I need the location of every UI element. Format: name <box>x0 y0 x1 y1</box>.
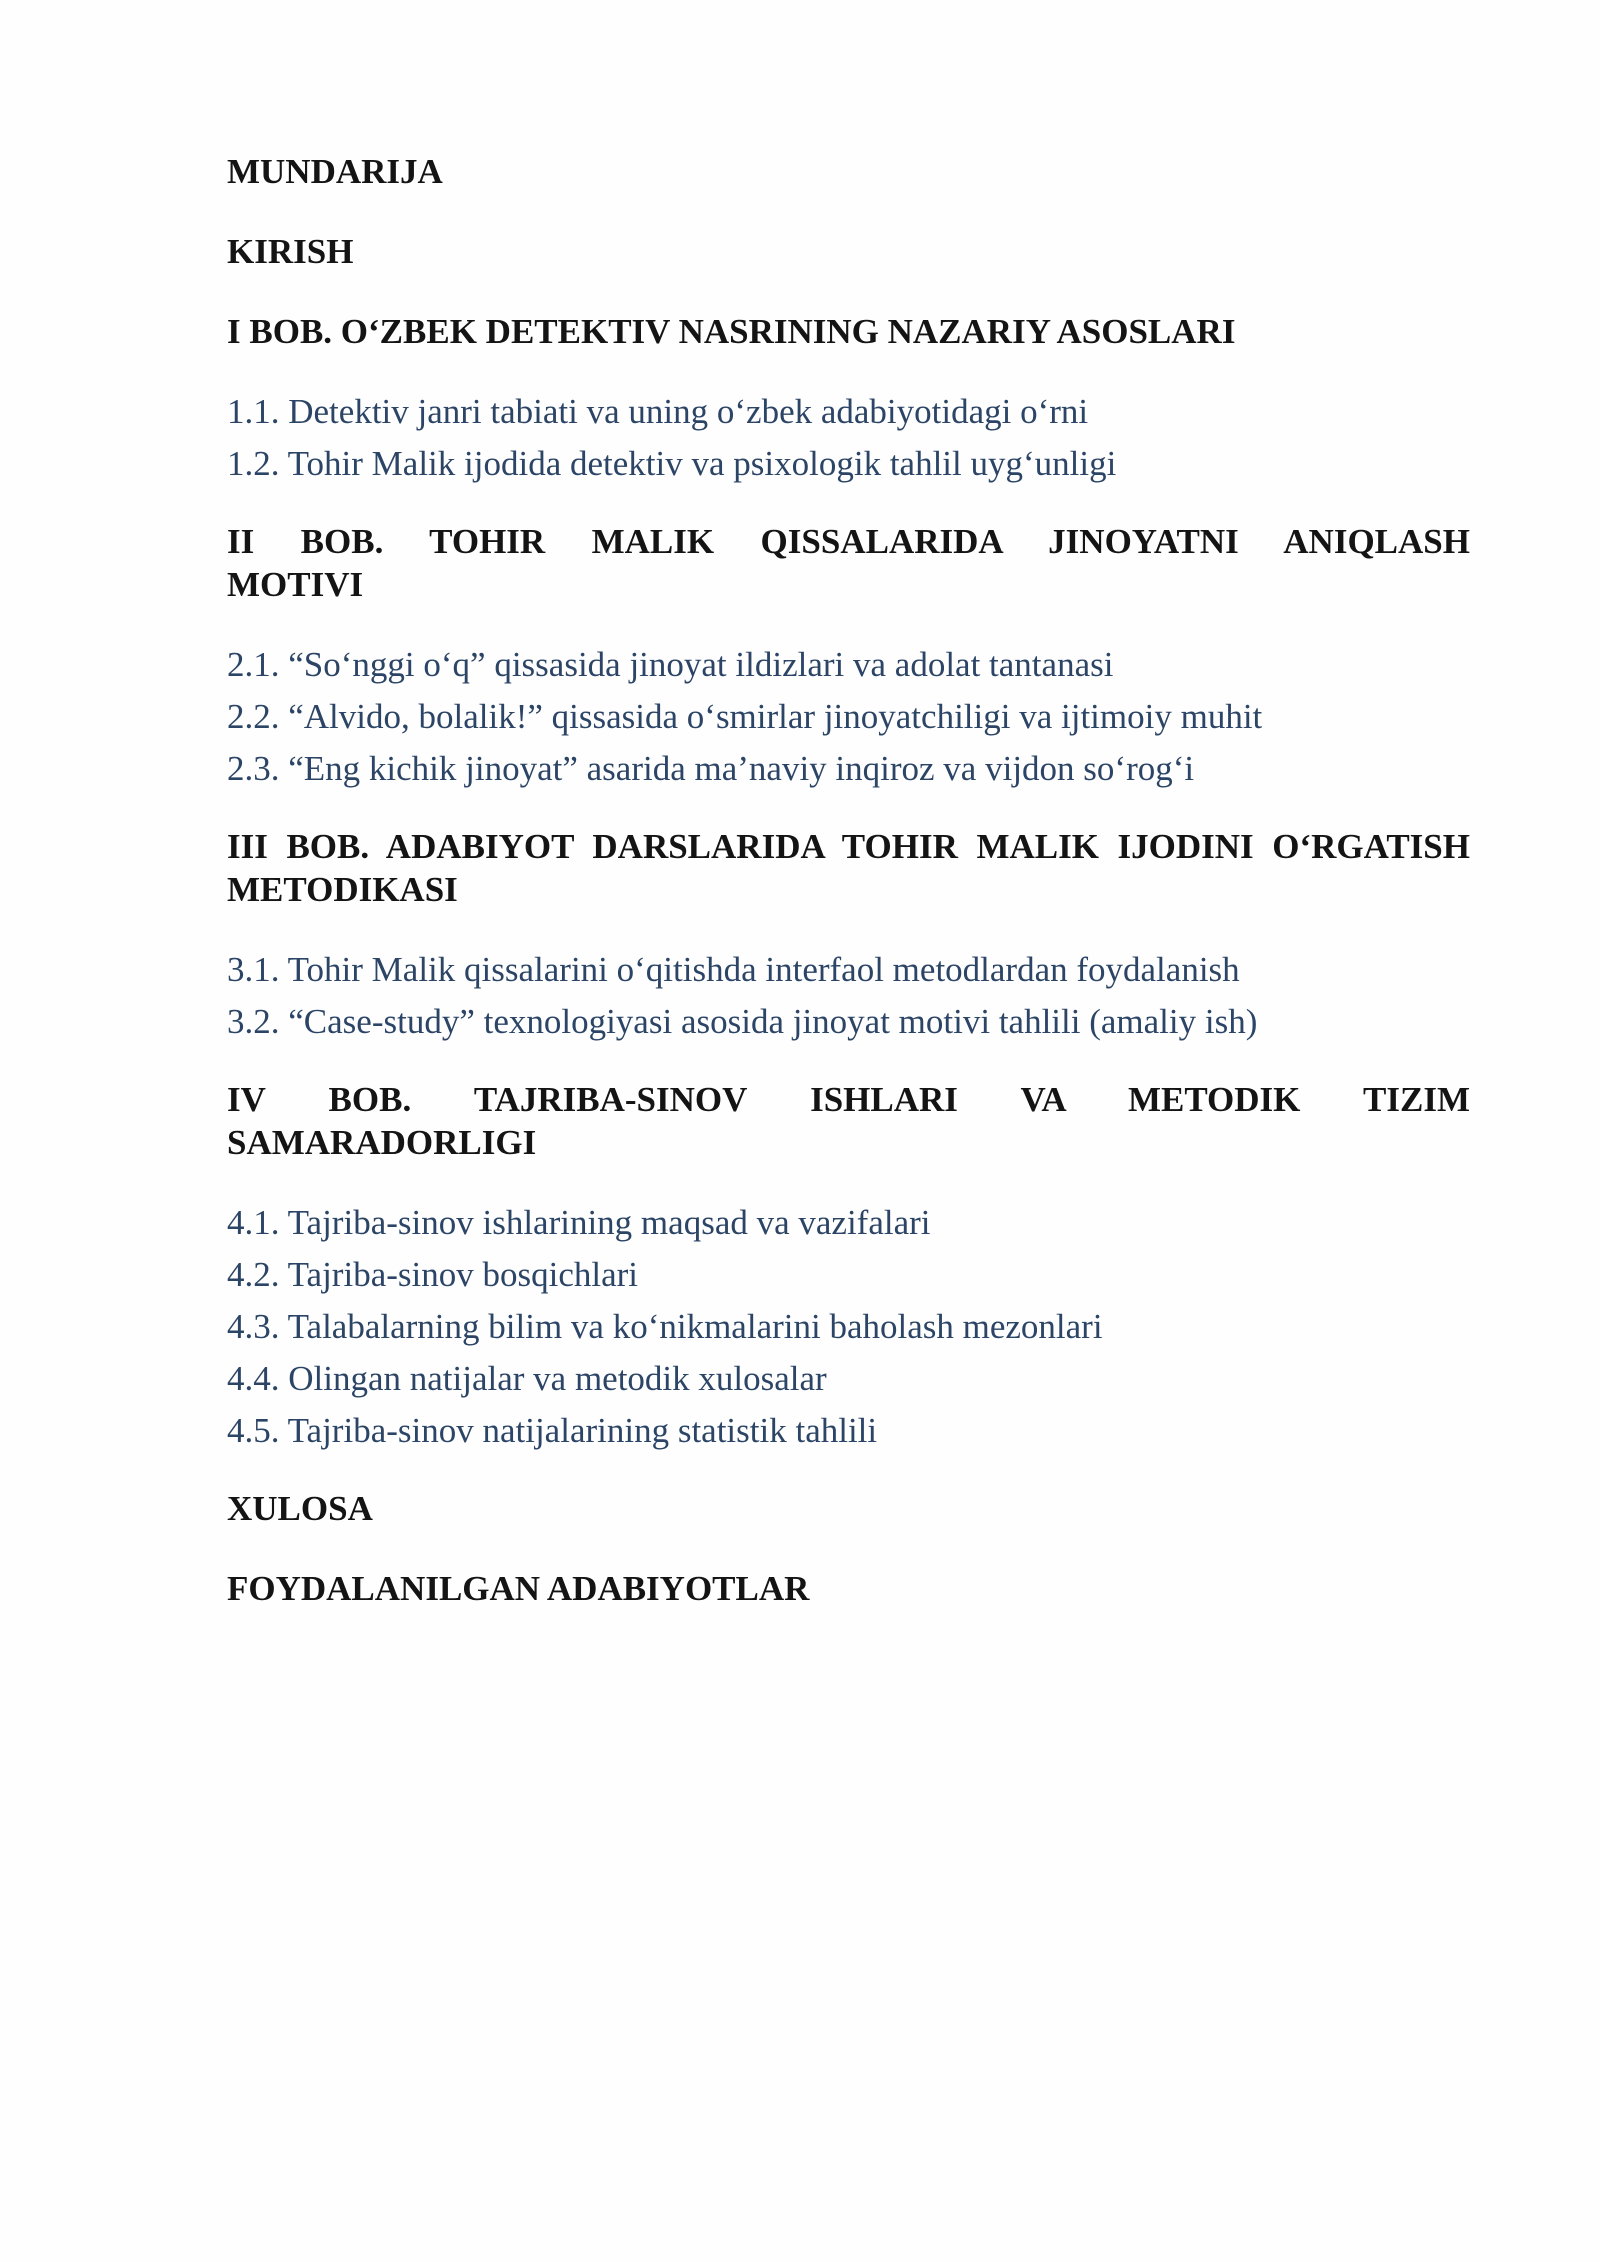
chapter-3-sections <box>227 944 1470 1048</box>
conclusion-heading: XULOSA <box>227 1489 373 1528</box>
section-3-1: 3.1. Tohir Malik qissalarini o‘qitishda interfaol metodlardan foydalanish <box>227 950 1240 989</box>
section-4-5: 4.5. Tajriba-sinov natijalarining statistik tahlili <box>227 1411 878 1450</box>
section-4-3: 4.3. Talabalarning bilim va ko‘nikmalarini baholash mezonlari <box>227 1307 1103 1346</box>
section-1-1: 1.1. Detektiv janri tabiati va uning o‘zbek adabiyotidagi o‘rni <box>227 392 1089 431</box>
section-2-1: 2.1. “So‘nggi o‘q” qissasida jinoyat ildizlari va adolat tantanasi <box>227 645 1114 684</box>
section-4-2: 4.2. Tajriba-sinov bosqichlari <box>227 1255 638 1294</box>
chapter-3-heading <box>227 825 1470 911</box>
chapter-4-heading <box>227 1078 1470 1164</box>
toc-intro-heading: KIRISH <box>227 232 354 271</box>
section-4-1: 4.1. Tajriba-sinov ishlarining maqsad va vazifalari <box>227 1203 931 1242</box>
section-3-2: 3.2. “Case-study” texnologiyasi asosida jinoyat motivi tahlili (amaliy ish) <box>227 1002 1258 1041</box>
chapter-1-sections <box>227 386 1470 490</box>
references-heading: FOYDALANILGAN ADABIYOTLAR <box>227 1569 810 1608</box>
chapter-4-sections <box>227 1197 1470 1457</box>
section-4-4: 4.4. Olingan natijalar va metodik xulosalar <box>227 1359 827 1398</box>
toc-title: MUNDARIJA <box>227 152 443 191</box>
section-2-2: 2.2. “Alvido, bolalik!” qissasida o‘smirlar jinoyatchiligi va ijtimoiy muhit <box>227 697 1263 736</box>
section-1-2: 1.2. Tohir Malik ijodida detektiv va psixologik tahlil uyg‘unligi <box>227 444 1117 483</box>
chapter-2-sections <box>227 639 1470 795</box>
chapter-4-heading-line-1: IV BOB. TAJRIBA-SINOV ISHLARI VA METODIK TIZIM <box>227 1080 1470 1119</box>
chapter-2-heading <box>227 520 1470 606</box>
chapter-1-heading: I BOB. O‘ZBEK DETEKTIV NASRINING NAZARIY ASOSLARI <box>227 312 1236 351</box>
chapter-3-heading-line-2: METODIKASI <box>227 870 458 909</box>
chapter-4-heading-line-2: SAMARADORLIGI <box>227 1123 537 1162</box>
chapter-3-heading-line-1: III BOB. ADABIYOT DARSLARIDA TOHIR MALIK IJODINI O‘RGATISH <box>227 827 1470 866</box>
chapter-2-heading-line-1: II BOB. TOHIR MALIK QISSALARIDA JINOYATNI ANIQLASH <box>227 522 1470 561</box>
table-of-contents <box>227 150 1470 1610</box>
section-2-3: 2.3. “Eng kichik jinoyat” asarida ma’naviy inqiroz va vijdon so‘rog‘i <box>227 749 1195 788</box>
chapter-2-heading-line-2: MOTIVI <box>227 565 364 604</box>
